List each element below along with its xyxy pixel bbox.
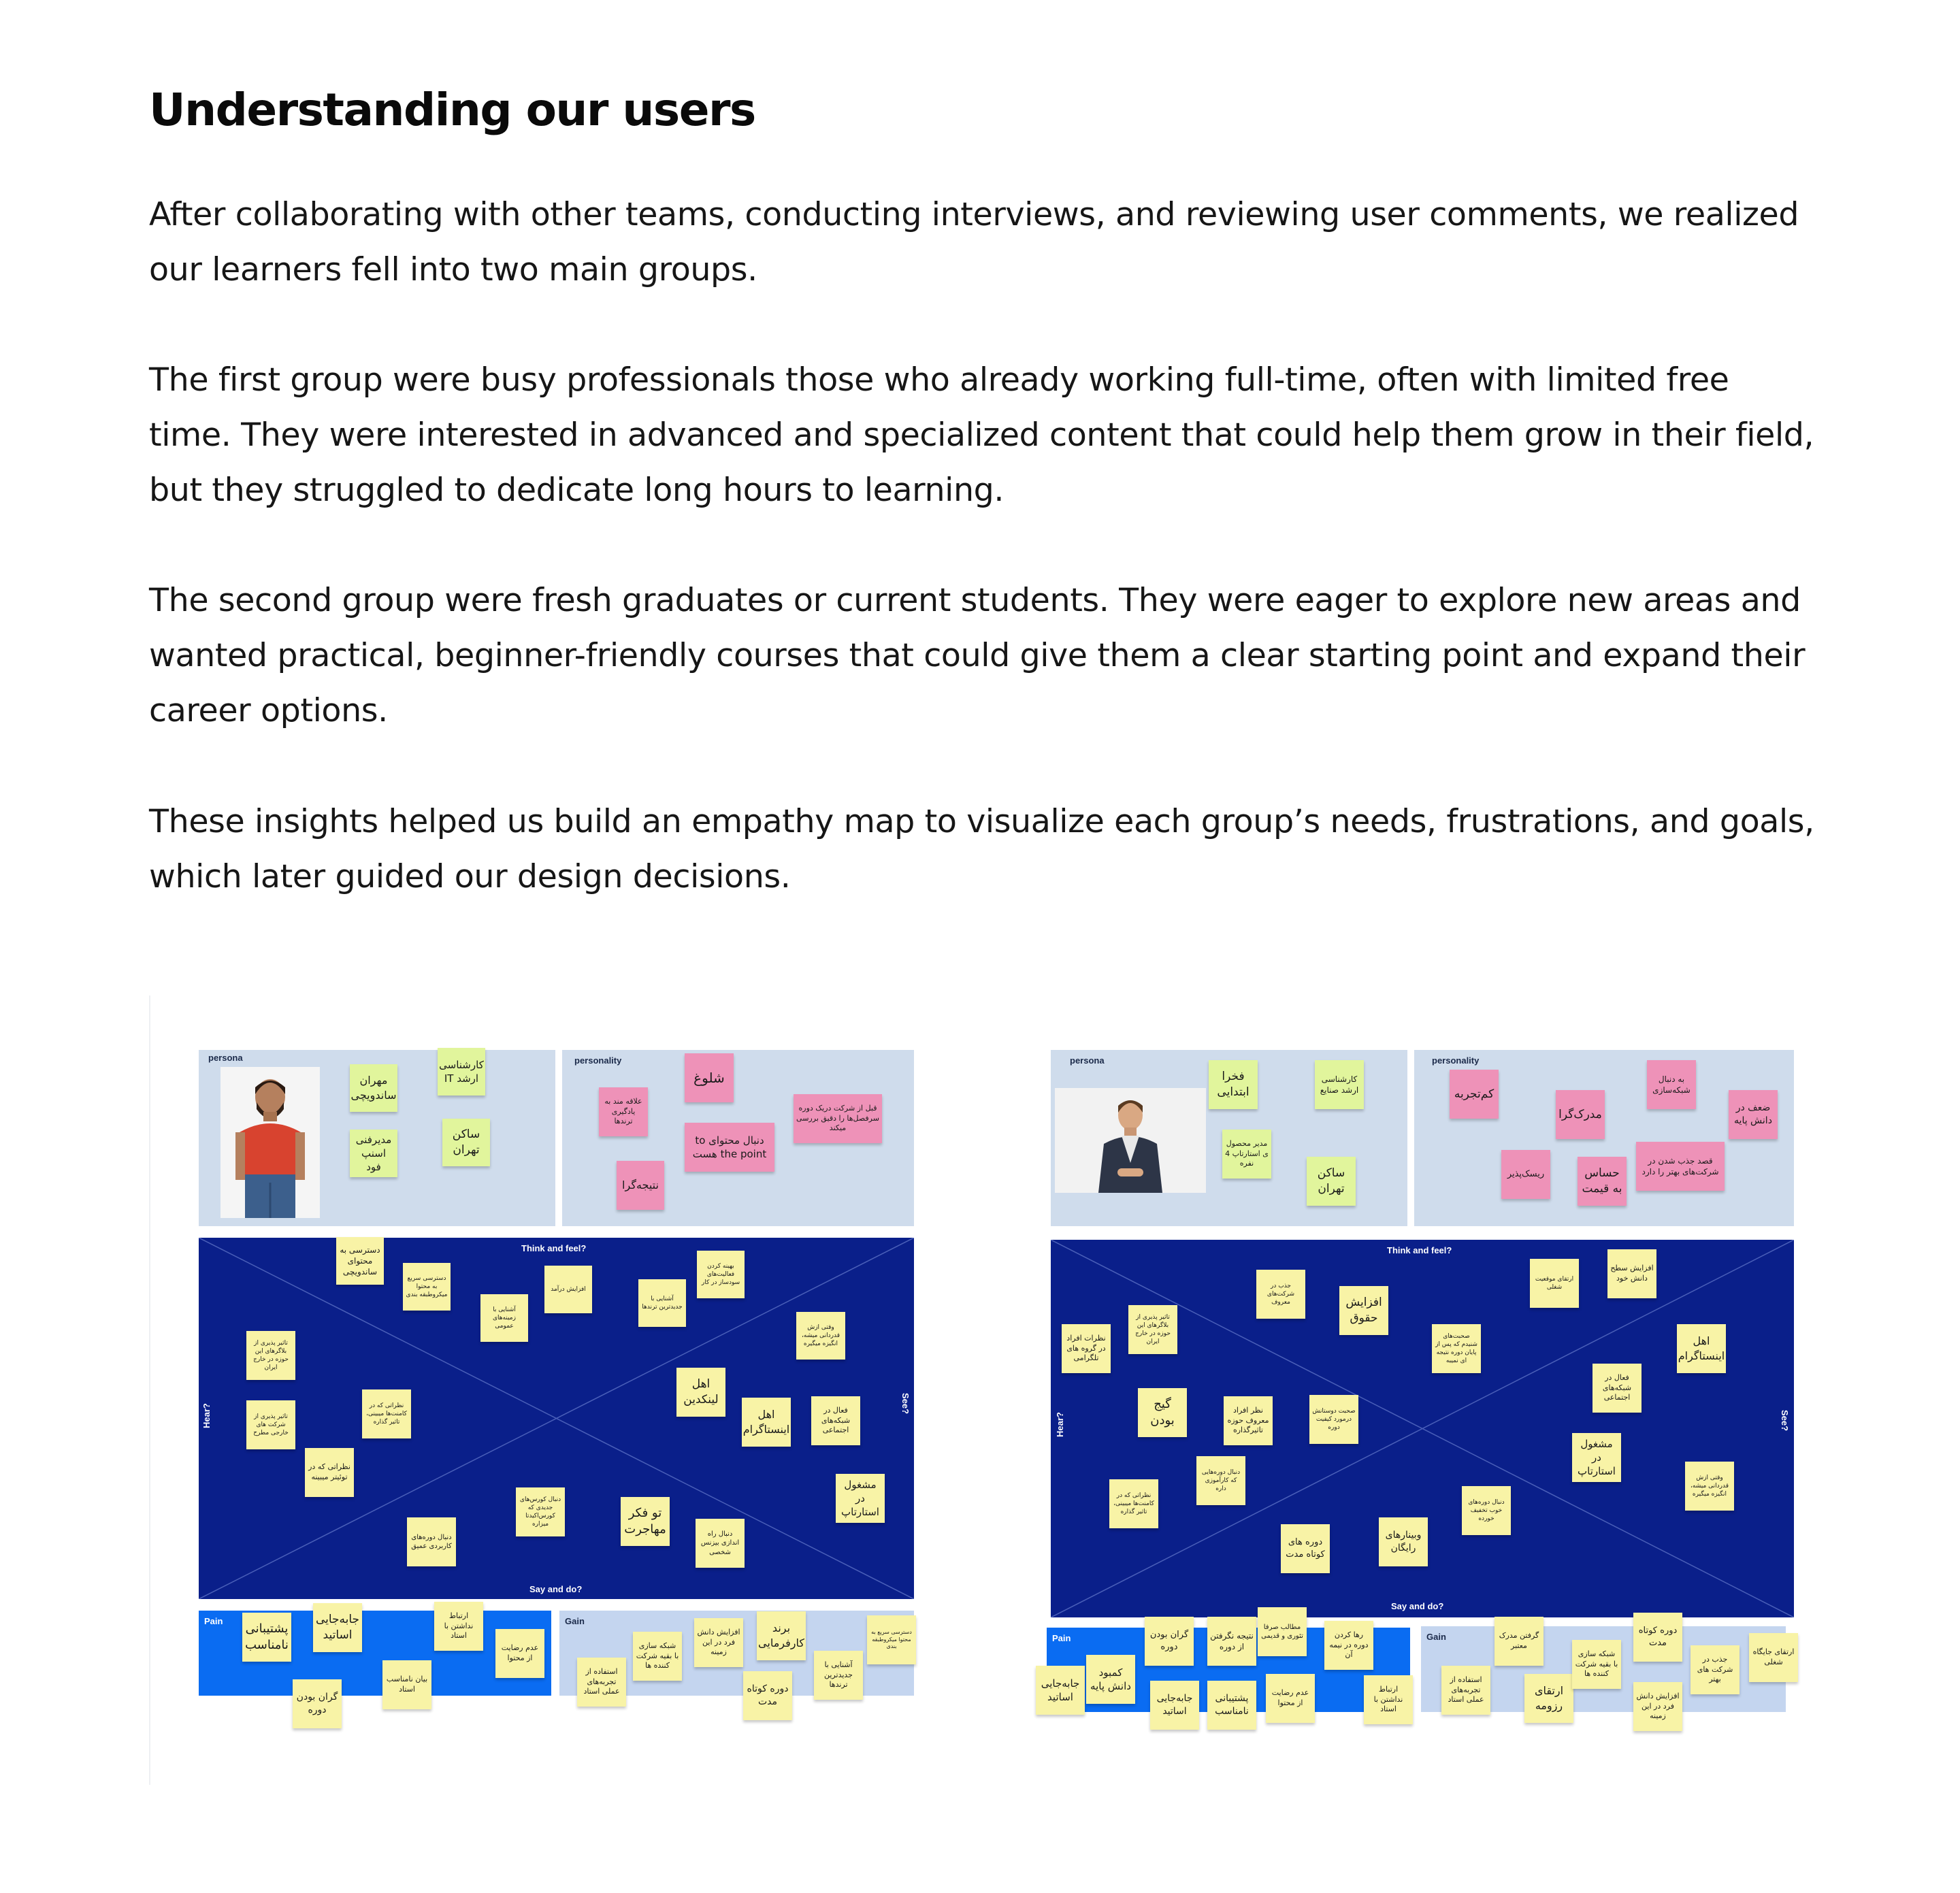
sticky-note: دوره کوتاه مدت [1633, 1613, 1682, 1662]
hear-label: Hear? [1055, 1412, 1065, 1437]
sticky-note: تاثیر پذیری از بلاگرهای این حوزه در خارج ایران [246, 1331, 295, 1380]
sticky-note: ساکن تهران [1307, 1157, 1356, 1206]
sticky-note: دسترسی سریع به محتوا میکروطبقه بندی [867, 1615, 916, 1664]
sticky-note: کم‌تجربه [1450, 1070, 1499, 1119]
sticky-note: بیان نامناسب استاد [382, 1660, 431, 1709]
sticky-note: دسترسی به محتوای ساندویچی [336, 1237, 384, 1285]
sticky-note: فخرا ابتدایی [1209, 1060, 1258, 1109]
sticky-note: جذب در شرکت های بهتر [1690, 1645, 1740, 1694]
sticky-note: صحبت‌های شنیدم که پس از پایان دوره نتیجه ای نمیبه [1432, 1324, 1481, 1373]
sticky-note: دنبال دوره‌های کاربردی عمیق [407, 1517, 456, 1566]
sticky-note: به دنبال شبکه‌سازی [1647, 1060, 1696, 1109]
sticky-note: افزایش دانش فرد در این زمینه [694, 1618, 743, 1667]
sticky-note: کمبود دانش پایه [1086, 1655, 1135, 1704]
section-heading: Understanding our users [149, 84, 755, 136]
think-feel-label: Think and feel? [1387, 1245, 1452, 1255]
paragraph-group-one: The first group were busy professionals those who already working full-time, often with limited free time. They were interested in advanced and specialized content that could help them grow in their field, but they struggled to dedicate long hours to learning. [149, 361, 1814, 509]
sticky-note: دنبال دوره‌هایی که کارآموزی داره [1196, 1456, 1245, 1505]
sticky-note: جابه‌جایی اساتید [1036, 1666, 1085, 1715]
sticky-note: ساکن تهران [442, 1119, 490, 1166]
sticky-note: آشنایی با جدیدترین ترندها [814, 1651, 863, 1700]
sticky-note: قبل از شرکت دریک دوره سرفصل‌ها را دقیق بررسی میکند [794, 1094, 882, 1143]
sticky-note: شبکه سازی با بقیه شرکت کننده ها [1572, 1640, 1621, 1689]
sticky-note: وبینارهای رایگان [1379, 1517, 1428, 1566]
gain-label: Gain [1426, 1632, 1446, 1642]
sticky-note: عدم رضایت از محتوا [495, 1629, 544, 1678]
say-do-label: Say and do? [1391, 1601, 1444, 1611]
sticky-note: گیج بودن [1138, 1388, 1187, 1437]
personality-label: personality [574, 1055, 622, 1066]
sticky-note: نظر افراد معروف حوزه تاثیرگذاره [1224, 1396, 1273, 1445]
sticky-note: دنبال راه اندازی بیزنس شخصی [696, 1519, 745, 1568]
sticky-note: عدم رضایت از محتوا [1266, 1674, 1315, 1723]
sticky-note: قصد جذب شدن در شرکت‌های بهتر را دارد [1636, 1142, 1725, 1191]
figure-border [149, 995, 150, 1785]
sticky-note: شبکه سازی با بقیه شرکت کننده ها [633, 1632, 682, 1681]
sticky-note: مهران ساندویچی [350, 1064, 397, 1112]
hear-label: Hear? [201, 1403, 212, 1428]
sticky-note: ارتقای موقعیت شغلی [1530, 1259, 1579, 1308]
sticky-note: وقتی ازش قدردانی میشه، انگیزه میگیره [796, 1312, 845, 1360]
see-label: See? [900, 1393, 911, 1415]
sticky-note: برند کارفرمایی [757, 1611, 806, 1660]
sticky-note: گرفتن مدرک معتبر [1494, 1617, 1544, 1666]
sticky-note: اهل اینستاگرام [1677, 1324, 1726, 1373]
paragraph-intro: After collaborating with other teams, conducting interviews, and reviewing user comments, we realized our learners fell into two main groups. [149, 196, 1799, 289]
sticky-note: دوره های کوتاه مدت [1281, 1524, 1330, 1573]
pain-label: Pain [204, 1616, 223, 1626]
sticky-note: دسترسی سریع به محتوا میکروطبقه بندی [403, 1263, 451, 1311]
sticky-note: استفاده از تجربه‌های عملی استاد [577, 1658, 626, 1707]
pain-label: Pain [1052, 1633, 1071, 1643]
sticky-note: اهل لینکدین [676, 1368, 725, 1417]
sticky-note: ارتباط نداشتن با استاد [434, 1602, 483, 1651]
sticky-note: دنبال محتوای to the point هست [685, 1123, 774, 1172]
gain-label: Gain [565, 1616, 585, 1626]
sticky-note: جذب در شرکت‌های معروف [1256, 1270, 1305, 1319]
sticky-note: مدیر محصول ی استارتاپ 4 نفره [1222, 1130, 1271, 1179]
sticky-note: افزایش درآمد [544, 1266, 592, 1313]
sticky-note: دنبال دوره‌های خوب تخفیف خورده [1462, 1486, 1511, 1535]
say-do-label: Say and do? [529, 1584, 583, 1594]
persona-photo [220, 1067, 320, 1218]
sticky-note: نتیجه‌گرا [617, 1161, 664, 1210]
sticky-note: مشغول در استارتاپ [836, 1474, 885, 1523]
sticky-note: تو فکر مهاجرت [621, 1497, 670, 1546]
persona-label: persona [208, 1053, 243, 1063]
persona-label: persona [1070, 1055, 1105, 1066]
sticky-note: دنبال کورس‌های جدیدی که کورس‌اکیدتا میزاره [516, 1487, 565, 1536]
sticky-note: گران بودن دوره [1145, 1617, 1194, 1666]
sticky-note: ارتقای رزومه [1524, 1674, 1573, 1723]
sticky-note: وقتی ازش قدردانی میشه، انگیزه میگیره [1685, 1462, 1734, 1511]
sticky-note: آشنایی با زمینه‌های عمومی [480, 1294, 528, 1342]
sticky-note: فعال در شبکه‌های اجتماعی [811, 1396, 860, 1445]
sticky-note: نظرات افراد در گروه های تلگرامی [1062, 1324, 1111, 1373]
sticky-note: تاثیر پذیری از شرکت های خارجی مطرح [246, 1400, 295, 1449]
sticky-note: افزایش سطح دانش خود [1607, 1249, 1656, 1298]
sticky-note: گران بودن دوره [293, 1679, 342, 1728]
sticky-note: نتیجه نگرفتن از دوره [1207, 1617, 1256, 1666]
sticky-note: مشغول در استارتاپ [1572, 1433, 1621, 1482]
sticky-note: علاقه مند به یادگیری ترندها [599, 1087, 648, 1136]
sticky-note: اهل اینستاگرام [742, 1398, 791, 1447]
sticky-note: افزایش دانش فرد در این زمینه [1633, 1682, 1682, 1731]
sticky-note: آشنایی با جدیدترین ترندها [638, 1279, 686, 1327]
think-feel-label: Think and feel? [521, 1243, 587, 1253]
paragraph-group-two: The second group were fresh graduates or current students. They were eager to explore new areas and wanted practical, beginner-friendly courses that could give them a clear starting point and expand their career options. [149, 582, 1806, 729]
sticky-note: ارتباط نداشتن با استاد [1364, 1675, 1413, 1724]
see-label: See? [1780, 1410, 1790, 1432]
sticky-note: تاثیر پذیری از بلاگرهای این حوزه در خارج ایران [1128, 1305, 1177, 1354]
sticky-note: مدیرفنی اسنپ فود [350, 1130, 397, 1177]
sticky-note: ضعف در دانش پایه [1729, 1090, 1778, 1139]
sticky-note: نظراتی که در کامنت‌ها میبینی، تاثیر گذاره [1109, 1479, 1158, 1528]
sticky-note: دوره کوتاه مدت [743, 1671, 792, 1720]
sticky-note: پشتیبانی نامناسب [242, 1613, 291, 1662]
personality-label: personality [1432, 1055, 1480, 1066]
persona-photo [1055, 1088, 1206, 1193]
sticky-note: ارتقای جایگاه شغلی [1749, 1633, 1798, 1682]
sticky-note: فعال در شبکه‌های اجتماعی [1592, 1364, 1642, 1413]
article [149, 80, 1816, 895]
sticky-note: افزایش حقوق [1339, 1286, 1388, 1335]
sticky-note: صحبت دوستانش درمورد کیفیت دوره [1309, 1395, 1358, 1444]
sticky-note: نظراتی که در کامنت‌ها میبینی، تاثیر گذاره [362, 1389, 411, 1438]
sticky-note: نظراتی که در توئیتر میبینه [305, 1448, 354, 1497]
sticky-note: رها کردن دوره در نیمه آن [1324, 1621, 1373, 1670]
sticky-note: جابه‌جایی اساتید [313, 1603, 362, 1652]
sticky-note: کارشناسی ارشد صنایع [1315, 1060, 1364, 1109]
sticky-note: حساس به قیمت [1578, 1157, 1627, 1206]
sticky-note: جابه‌جایی اساتید [1150, 1681, 1199, 1730]
sticky-note: مطالب صرفا تئوری و قدیمی [1258, 1607, 1307, 1656]
sticky-note: بهینه کردن فعالیت‌های سودساز در کار [697, 1251, 745, 1298]
sticky-note: پشتیبانی نامناسب [1207, 1681, 1256, 1730]
sticky-note: کارشناسی ارشد IT [438, 1048, 485, 1096]
sticky-note: ریسک‌پذیر [1501, 1150, 1550, 1199]
sticky-note: مدرک‌گرا [1556, 1090, 1605, 1139]
sticky-note: شلوغ [685, 1053, 734, 1102]
sticky-note: استفاده از تجربه‌های عملی استاد [1441, 1666, 1490, 1715]
paragraph-insights: These insights helped us build an empathy map to visualize each group’s needs, frustrations, and goals, which later guided our design decisions. [149, 803, 1814, 895]
